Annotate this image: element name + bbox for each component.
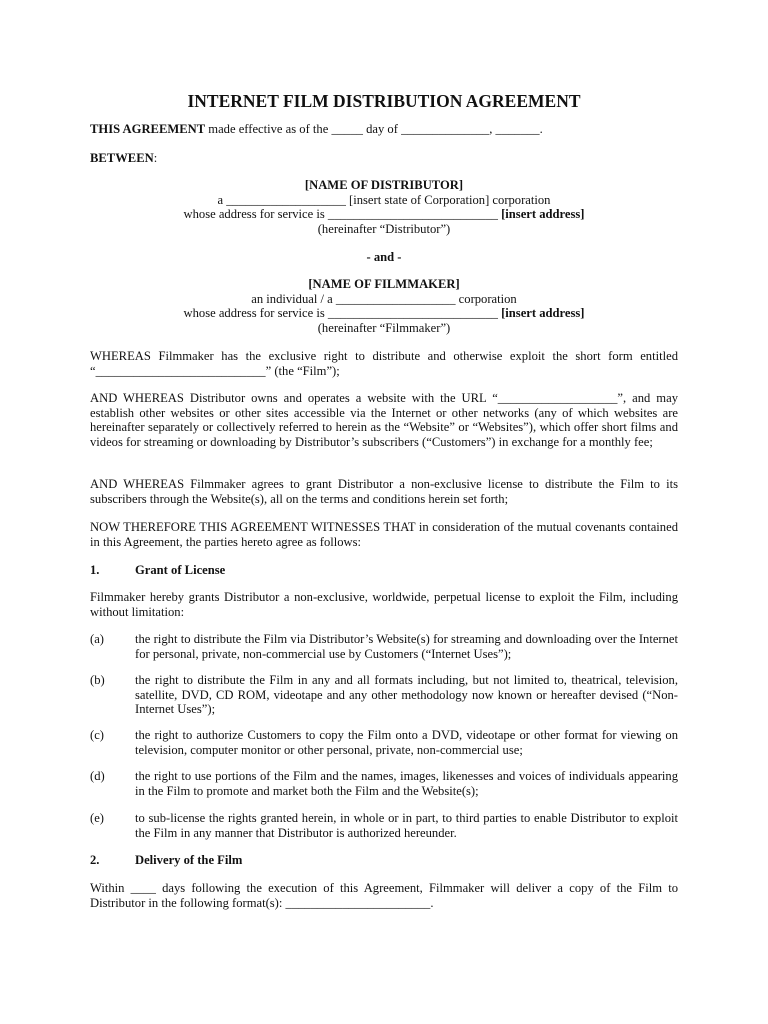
- license-item-e: [90, 811, 678, 840]
- agreement-lead: THIS AGREEMENT: [90, 122, 206, 136]
- section-1-title: Grant of License: [135, 563, 226, 577]
- recital-whereas-distributor: AND WHEREAS Distributor owns and operates a website with the URL “___________________”, and may establish other websites or other sites accessible via the Internet or other networks (any of which websites are hereinafter separately or collectively referred to herein as the “Website” or “Websites”), which offer short films and videos for streaming or downloading by Distributor’s subscribers (“Customers”) in exchange for a monthly fee;: [90, 391, 678, 449]
- item-label: (d): [90, 769, 105, 783]
- section-1-lead: Filmmaker hereby grants Distributor a non-exclusive, worldwide, perpetual license to exploit the Film, including without limitation:: [90, 590, 678, 619]
- filmmaker-address-prefix: whose address for service is ___________________________: [183, 306, 502, 321]
- section-1-heading: [90, 563, 225, 578]
- filmmaker-corporation-line: an individual / a ___________________ corporation: [251, 291, 517, 306]
- filmmaker-address-line: [0, 306, 768, 321]
- item-text: the right to authorize Customers to copy the Film onto a DVD, videotape or other format for viewing on television, computer monitor or other personal, private, non-commercial use;: [135, 728, 678, 757]
- item-text: to sub-license the rights granted herein, in whole or in part, to third parties to enable Distributor to exploit the Film in any manner that Distributor is authorized hereunder.: [135, 811, 678, 840]
- item-label: (b): [90, 673, 105, 687]
- filmmaker-hereinafter: (hereinafter “Filmmaker”): [317, 320, 451, 335]
- distributor-block: [0, 178, 768, 236]
- document-title: INTERNET FILM DISTRIBUTION AGREEMENT: [187, 91, 581, 111]
- distributor-hereinafter: (hereinafter “Distributor”): [317, 221, 451, 236]
- license-item-d: [90, 769, 678, 798]
- license-item-a: [90, 632, 678, 661]
- distributor-address-prefix: whose address for service is ___________________________: [183, 207, 502, 222]
- filmmaker-address-placeholder: [insert address]: [501, 306, 585, 321]
- distributor-corporation-line: a ___________________ [insert state of Corporation] corporation: [217, 192, 551, 207]
- section-2-title: Delivery of the Film: [135, 853, 243, 867]
- distributor-name: [NAME OF DISTRIBUTOR]: [304, 178, 464, 192]
- distributor-address-line: [0, 207, 768, 222]
- item-label: (c): [90, 728, 104, 742]
- filmmaker-name: [NAME OF FILMMAKER]: [308, 277, 460, 291]
- effective-date-text: made effective as of the _____ day of ______________, _______.: [205, 122, 543, 136]
- filmmaker-block: [0, 277, 768, 335]
- item-label: (a): [90, 632, 104, 646]
- item-text: the right to distribute the Film in any and all formats including, but not limited to, theatrical, television, satellite, DVD, CD ROM, videotape and any other methodology now known or hereafter devised (“Non-Internet Uses”);: [135, 673, 678, 717]
- license-item-c: [90, 728, 678, 757]
- between-label: [90, 151, 157, 166]
- effective-date-line: [90, 122, 543, 137]
- distributor-address-placeholder: [insert address]: [501, 207, 585, 222]
- recital-whereas-filmmaker: WHEREAS Filmmaker has the exclusive right to distribute and otherwise exploit the short form entitled “___________________________” (the “Film”);: [90, 349, 678, 378]
- recital-whereas-license: AND WHEREAS Filmmaker agrees to grant Distributor a non-exclusive license to distribute the Film to its subscribers through the Website(s), all on the terms and conditions herein set forth;: [90, 477, 678, 506]
- section-1-number: 1.: [90, 563, 100, 577]
- license-item-b: [90, 673, 678, 717]
- item-text: the right to use portions of the Film and the names, images, likenesses and voices of individuals appearing in the Film to promote and market both the Film and the Website(s);: [135, 769, 678, 798]
- recital-now-therefore: NOW THEREFORE THIS AGREEMENT WITNESSES THAT in consideration of the mutual covenants contained in this Agreement, the parties hereto agree as follows:: [90, 520, 678, 549]
- section-2-heading: [90, 853, 242, 868]
- section-2-text: Within ____ days following the execution of this Agreement, Filmmaker will deliver a copy of the Film to Distributor in the following format(s): _______________________.: [90, 881, 678, 910]
- section-2-number: 2.: [90, 853, 100, 867]
- between-text: BETWEEN: [90, 151, 154, 165]
- item-label: (e): [90, 811, 104, 825]
- and-separator: - and -: [366, 250, 402, 264]
- item-text: the right to distribute the Film via Distributor’s Website(s) for streaming and downloading over the Internet for personal, private, non-commercial use by Customers (“Internet Uses”);: [135, 632, 678, 661]
- between-colon: :: [153, 151, 158, 165]
